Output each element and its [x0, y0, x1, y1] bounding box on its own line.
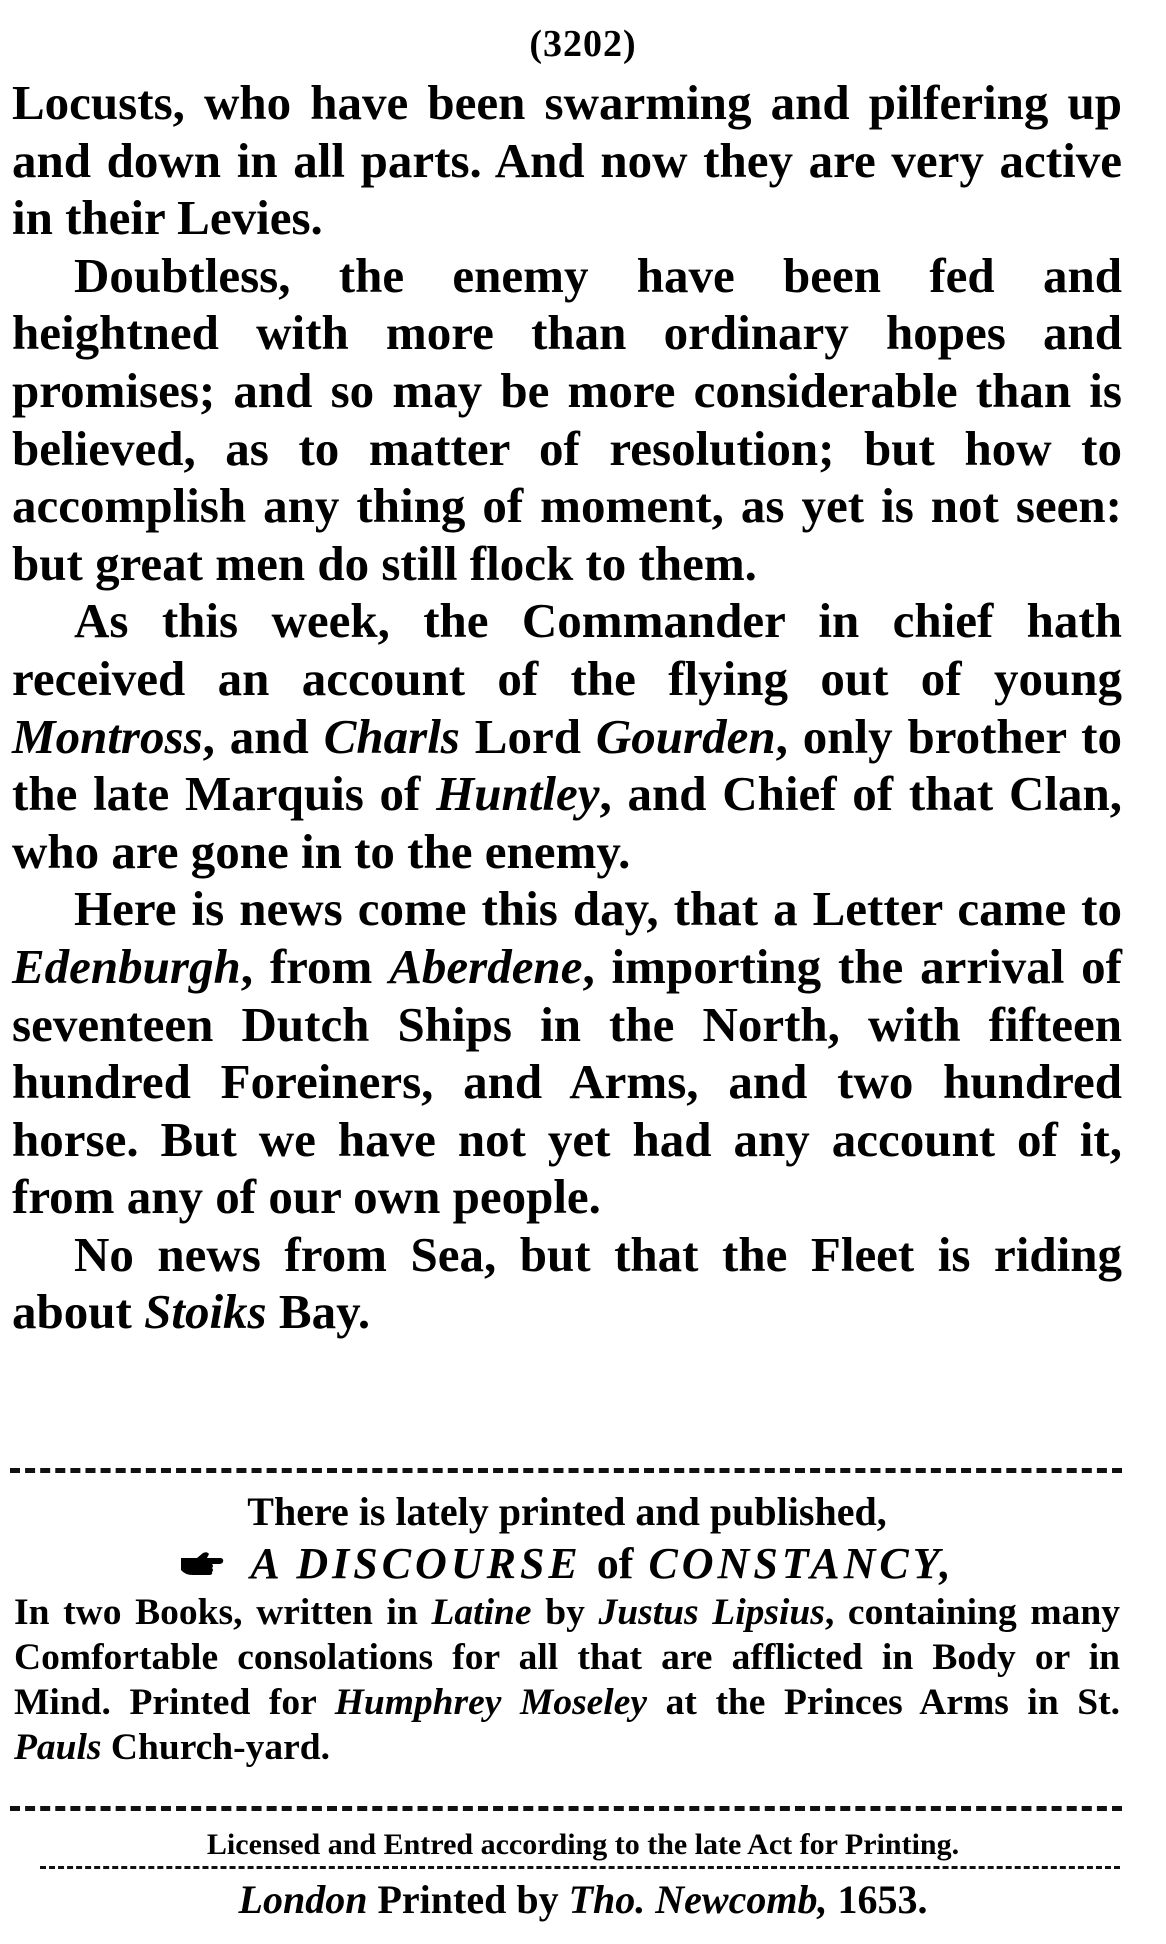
pointing-hand-icon: [179, 1539, 236, 1588]
imprint-place: London: [238, 1877, 368, 1922]
imprint-printed-by: Printed by: [377, 1877, 559, 1922]
paragraph-text: Locusts, who have been swarming and pilfering up and down in all parts. And now they are very active in their Levies.: [12, 75, 1122, 246]
proper-name: Aberdene: [389, 938, 583, 994]
paragraph-text: Bay.: [266, 1284, 371, 1340]
paragraph-text: No news from Sea, but that the Fleet is riding about: [12, 1226, 1122, 1340]
licence-notice: Licensed and Entred according to the late Act for Printing.: [206, 1828, 960, 1861]
advertisement-title-prefix: A DISCOURSE: [250, 1539, 582, 1588]
advertisement-divider: [10, 1806, 1122, 1811]
imprint: [0, 1876, 1166, 1923]
proper-name: Montross: [12, 708, 203, 764]
proper-name: Pauls: [14, 1727, 102, 1768]
imprint-printer: Tho. Newcomb,: [568, 1877, 828, 1922]
news-paragraph: [12, 247, 1122, 593]
proper-name: Latine: [431, 1592, 532, 1633]
page-number: (3202): [529, 23, 637, 65]
proper-name: Huntley: [436, 766, 600, 822]
imprint-year: 1653.: [837, 1877, 928, 1922]
proper-name: Justus Lipsius: [598, 1592, 825, 1633]
advertisement-description: [14, 1590, 1120, 1770]
paragraph-text: Lord: [459, 708, 596, 764]
paragraph-text: As this week, the Commander in chief hath received an account of the flying out of young: [12, 593, 1122, 706]
proper-name: Gourden: [595, 708, 776, 764]
proper-name: Stoiks: [144, 1284, 267, 1340]
proper-name: Edenburgh: [12, 938, 241, 994]
advertisement-text: Church-yard.: [101, 1727, 331, 1768]
news-paragraph: [12, 74, 1122, 247]
proper-name: Humphrey Moseley: [334, 1682, 648, 1723]
news-paragraph: [12, 880, 1122, 1226]
paragraph-text: , importing the arrival of seventeen Dutch Ships in the North, with fifteen hundred Foreiners, and Arms, and two hundred horse. But we have not yet had any account of it, from any of our own people.: [12, 938, 1122, 1225]
paragraph-text: Doubtless, the enemy have been fed and heightned with more than ordinary hopes and promises; and so may be more considerable than is believed, as to matter of resolution; but how to accomplish any thing of moment, as yet is not seen: but great men do still flock to them.: [12, 247, 1122, 591]
advertisement-intro: There is lately printed and published,: [247, 1489, 887, 1534]
news-paragraph: [12, 1226, 1122, 1341]
advertisement-text: at the Princes Arms in St.: [647, 1682, 1120, 1723]
paragraph-text: , only brother to the late Marquis of: [12, 708, 1122, 822]
paragraph-text: , from: [240, 938, 390, 994]
paragraph-text: Here is news come this day, that a Letter came to: [74, 881, 1122, 937]
news-paragraph: [12, 592, 1122, 880]
paragraph-text: , and Chief of that Clan, who are gone in to the enemy.: [12, 766, 1122, 879]
advertisement-text: , containing many Comfortable consolations for all that are afflicted in Body or in Mind. Printed for: [14, 1592, 1121, 1723]
advertisement-title: [14, 1538, 1120, 1589]
news-body: [12, 74, 1122, 1341]
advertisement-title-suffix: CONSTANCY,: [648, 1539, 955, 1588]
imprint-divider: [40, 1866, 1120, 1869]
paragraph-text: , and: [202, 708, 324, 764]
proper-name: Charls: [323, 708, 460, 764]
advertisement-text: by: [531, 1592, 599, 1633]
section-divider: [10, 1468, 1122, 1473]
advertisement-text: In two Books, written in: [14, 1592, 432, 1633]
advertisement-title-of: of: [596, 1539, 634, 1588]
